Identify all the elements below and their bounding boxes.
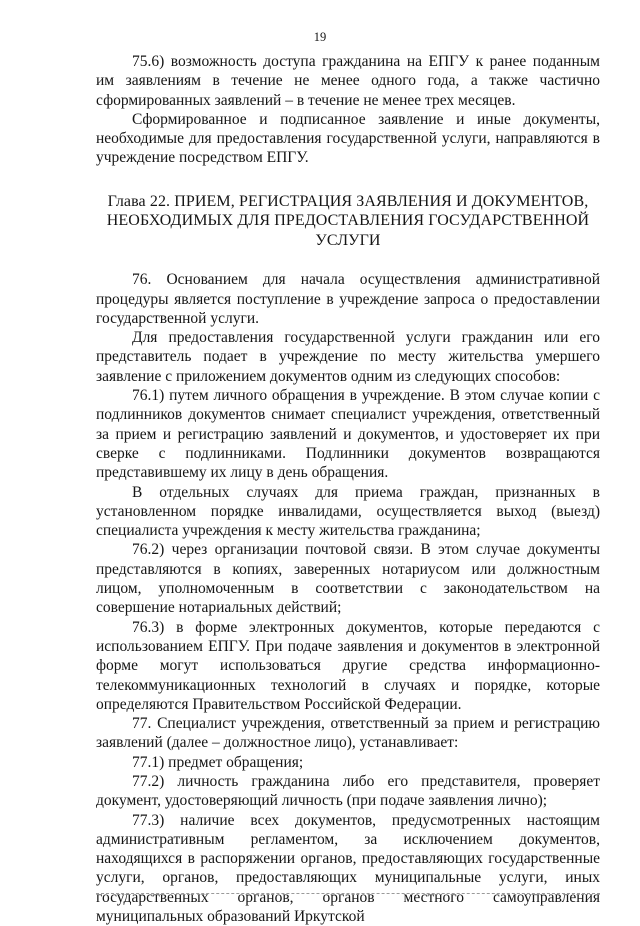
paragraph-77: 77. Специалист учреждения, ответственный за прием и регистрацию заявлений (далее – должностное лицо), устанавливает:: [96, 715, 600, 752]
paragraph-75-6: 75.6) возможность доступа гражданина на ЕПГУ к ранее поданным им заявлениям в течение не менее одного года, а также частично сформированных заявлений – в течение не менее трех месяцев.: [96, 53, 600, 109]
paragraph-submission-methods: Для предоставления государственной услуги гражданин или его представитель подает в учреждение по месту жительства умершего заявление с приложением документов одним из следующих способов:: [96, 329, 600, 385]
paragraph-77-3: 77.3) наличие всех документов, предусмотренных настоящим административным регламентом, за исключением документов, находящихся в распоряжении органов, предоставляющих государственные услуги, органов, предоставляющих муниципальные услуги, иных государственных органов, органов местного самоуправления муниципальных образований Иркутской: [96, 811, 600, 926]
paragraph-76-1: 76.1) путем личного обращения в учреждение. В этом случае копии с подлинников документов снимает специалист учреждения, ответственный за прием и регистрацию заявлений и документов, и удостоверяет их при сверке с подлинниками. Подлинники документов возвращаются представившему их лицу в день обращения.: [96, 387, 600, 482]
page-number: 19: [313, 30, 327, 44]
paragraph-76: 76. Основанием для начала осуществления административной процедуры является поступление в учреждение запроса о предоставлении государственной услуги.: [96, 271, 600, 327]
paragraph-77-1: 77.1) предмет обращения;: [132, 753, 304, 771]
paragraph-77-2: 77.2) личность гражданина либо его представителя, проверяет документ, удостоверяющий личность (при подаче заявления лично);: [96, 773, 600, 810]
chapter-heading-line-3: УСЛУГИ: [315, 231, 381, 249]
paragraph-76-3: 76.3) в форме электронных документов, которые передаются с использованием ЕПГУ. При подаче заявления и документов в электронной форме могут использоваться другие средства информационно-телекоммуникационных технологий в случаях и порядке, которые определяются Правительством Российской Федерации.: [96, 618, 600, 713]
paragraph-home-visit: В отдельных случаях для приема граждан, признанных в установленном порядке инвалидами, осуществляется выход (выезд) специалиста учреждения к месту жительства гражданина;: [96, 483, 600, 540]
document-body: [96, 52, 600, 926]
chapter-heading-line-2: НЕОБХОДИМЫХ ДЛЯ ПРЕДОСТАВЛЕНИЯ ГОСУДАРСТВЕННОЙ: [106, 212, 590, 230]
footer-divider: [96, 893, 600, 894]
paragraph-76-2: 76.2) через организации почтовой связи. В этом случае документы представляются в копиях, заверенных нотариусом или должностным лицом, уполномоченным в соответствии с законодательством на совершение нотариальных действий;: [96, 541, 600, 617]
chapter-heading: [96, 192, 600, 251]
chapter-heading-line-1: Глава 22. ПРИЕМ, РЕГИСТРАЦИЯ ЗАЯВЛЕНИЯ И ДОКУМЕНТОВ,: [107, 192, 589, 210]
paragraph-submission-via-epgu: Сформированное и подписанное заявление и иные документы, необходимые для предоставления государственной услуги, направляются в учреждение посредством ЕПГУ.: [96, 110, 600, 167]
